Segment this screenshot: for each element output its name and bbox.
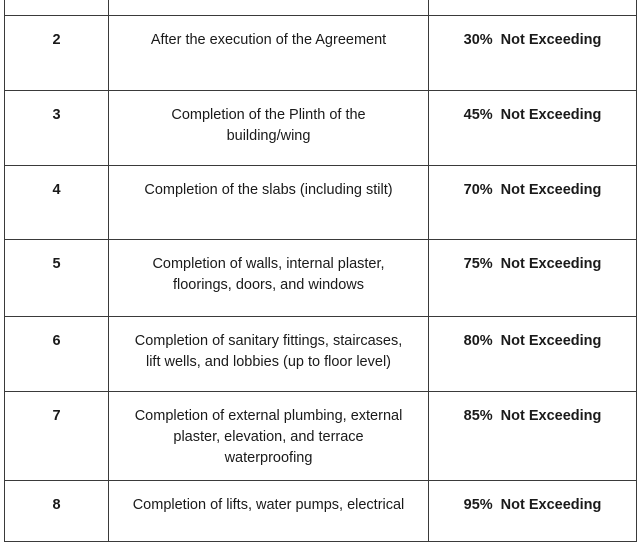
stage-description — [109, 16, 429, 91]
table-row — [5, 16, 637, 91]
stage-line: Completion of lifts, water pumps, electrical — [132, 497, 405, 513]
percent-value: 85% — [463, 408, 493, 424]
payment-percent — [429, 240, 637, 317]
stage-line: waterproofing — [224, 450, 313, 466]
cell-empty — [429, 0, 637, 16]
row-number: 7 — [5, 392, 109, 481]
percent-value: 80% — [463, 333, 493, 349]
stage-description — [109, 392, 429, 481]
percent-qualifier: Not Exceeding — [500, 497, 602, 513]
row-number: 5 — [5, 240, 109, 317]
payment-percent — [429, 16, 637, 91]
table-row-partial-top — [5, 0, 637, 16]
row-number: 4 — [5, 166, 109, 240]
stage-description — [109, 91, 429, 166]
percent-qualifier: Not Exceeding — [500, 408, 602, 424]
stage-line: floorings, doors, and windows — [172, 277, 365, 293]
stage-line: After the execution of the Agreement — [150, 32, 387, 48]
table-row — [5, 240, 637, 317]
stage-line: building/wing — [226, 128, 311, 144]
percent-qualifier: Not Exceeding — [500, 182, 602, 198]
stage-line: Completion of the slabs (including stilt) — [144, 182, 393, 198]
stage-line: lift wells, and lobbies (up to floor level) — [145, 354, 391, 370]
row-number: 6 — [5, 317, 109, 392]
payment-percent — [429, 317, 637, 392]
stage-line: plaster, elevation, and terrace — [173, 429, 364, 445]
stage-description — [109, 240, 429, 317]
percent-value: 75% — [463, 256, 493, 272]
stage-line: Completion of walls, internal plaster, — [152, 256, 385, 272]
percent-qualifier: Not Exceeding — [500, 333, 602, 349]
payment-percent — [429, 481, 637, 542]
percent-value: 95% — [463, 497, 493, 513]
payment-percent — [429, 91, 637, 166]
table-row — [5, 166, 637, 240]
row-number: 8 — [5, 481, 109, 542]
percent-qualifier: Not Exceeding — [500, 256, 602, 272]
stage-line: Completion of the Plinth of the — [171, 107, 366, 123]
percent-qualifier: Not Exceeding — [500, 107, 602, 123]
table-row — [5, 317, 637, 392]
cell-empty — [109, 0, 429, 16]
stage-description — [109, 317, 429, 392]
payment-percent — [429, 392, 637, 481]
row-number: 3 — [5, 91, 109, 166]
payment-schedule-table — [4, 0, 637, 542]
cell-empty — [5, 0, 109, 16]
table-row — [5, 392, 637, 481]
percent-qualifier: Not Exceeding — [500, 32, 602, 48]
payment-percent — [429, 166, 637, 240]
stage-description — [109, 481, 429, 542]
stage-description — [109, 166, 429, 240]
stage-line: Completion of sanitary fittings, staircases, — [134, 333, 403, 349]
percent-value: 70% — [463, 182, 493, 198]
row-number: 2 — [5, 16, 109, 91]
table-row — [5, 91, 637, 166]
stage-line: Completion of external plumbing, external — [134, 408, 403, 424]
table-row — [5, 481, 637, 542]
percent-value: 45% — [463, 107, 493, 123]
percent-value: 30% — [463, 32, 493, 48]
